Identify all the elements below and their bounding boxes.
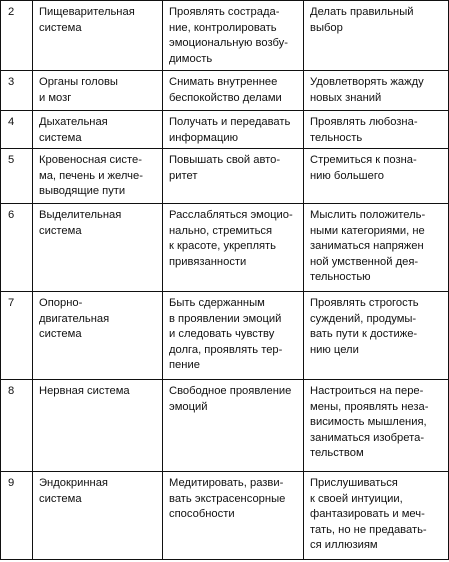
- row-number: 6: [1, 204, 33, 292]
- body-system-cell: Пищеварительная система: [33, 1, 163, 71]
- goal-cell: Прислушиваться к своей интуиции, фантазировать и меч- тать, но не предавать- ся иллюзиям: [304, 472, 449, 560]
- goal-cell: Мыслить положитель- ными категориями, не заниматься напряжен ной умственной дея- тельностью: [304, 204, 449, 292]
- row-number: 2: [1, 1, 33, 71]
- row-number: 4: [1, 111, 33, 149]
- goal-cell: Делать правильный выбор: [304, 1, 449, 71]
- table-row: [1, 71, 449, 111]
- row-number: 7: [1, 292, 33, 380]
- table-row: [1, 149, 449, 204]
- table-row: [1, 111, 449, 149]
- table-row: [1, 204, 449, 292]
- body-system-cell: Кровеносная систе- ма, печень и желче- выводящие пути: [33, 149, 163, 204]
- goal-cell: Удовлетворять жажду новых знаний: [304, 71, 449, 111]
- table-row: [1, 380, 449, 472]
- row-number: 5: [1, 149, 33, 204]
- row-number: 9: [1, 472, 33, 560]
- table-row: [1, 472, 449, 560]
- recommended-action-cell: Повышать свой авто- ритет: [163, 149, 304, 204]
- body-system-cell: Органы головы и мозг: [33, 71, 163, 111]
- recommended-action-cell: Медитировать, разви- вать экстрасенсорные способности: [163, 472, 304, 560]
- table-row: [1, 292, 449, 380]
- recommended-action-cell: Расслабляться эмоцио- нально, стремиться к красоте, укреплять привязанности: [163, 204, 304, 292]
- body-system-cell: Нервная система: [33, 380, 163, 472]
- body-system-cell: Эндокринная система: [33, 472, 163, 560]
- row-number: 3: [1, 71, 33, 111]
- recommended-action-cell: Быть сдержанным в проявлении эмоций и следовать чувству долга, проявлять тер- пение: [163, 292, 304, 380]
- recommended-action-cell: Проявлять сострада- ние, контролировать эмоциональную возбу- димость: [163, 1, 304, 71]
- goal-cell: Стремиться к позна- нию большего: [304, 149, 449, 204]
- recommended-action-cell: Свободное проявление эмоций: [163, 380, 304, 472]
- goal-cell: Настроиться на пере- мены, проявлять неза- висимость мышления, заниматься изобрета- тельством: [304, 380, 449, 472]
- body-system-cell: Дыхательная система: [33, 111, 163, 149]
- body-system-cell: Выделительная система: [33, 204, 163, 292]
- body-system-cell: Опорно- двигательная система: [33, 292, 163, 380]
- goal-cell: Проявлять строгость суждений, продумы- вать пути к достиже- нию цели: [304, 292, 449, 380]
- table-row: [1, 1, 449, 71]
- recommended-action-cell: Получать и передавать информацию: [163, 111, 304, 149]
- row-number: 8: [1, 380, 33, 472]
- recommended-action-cell: Снимать внутреннее беспокойство делами: [163, 71, 304, 111]
- goal-cell: Проявлять любозна- тельность: [304, 111, 449, 149]
